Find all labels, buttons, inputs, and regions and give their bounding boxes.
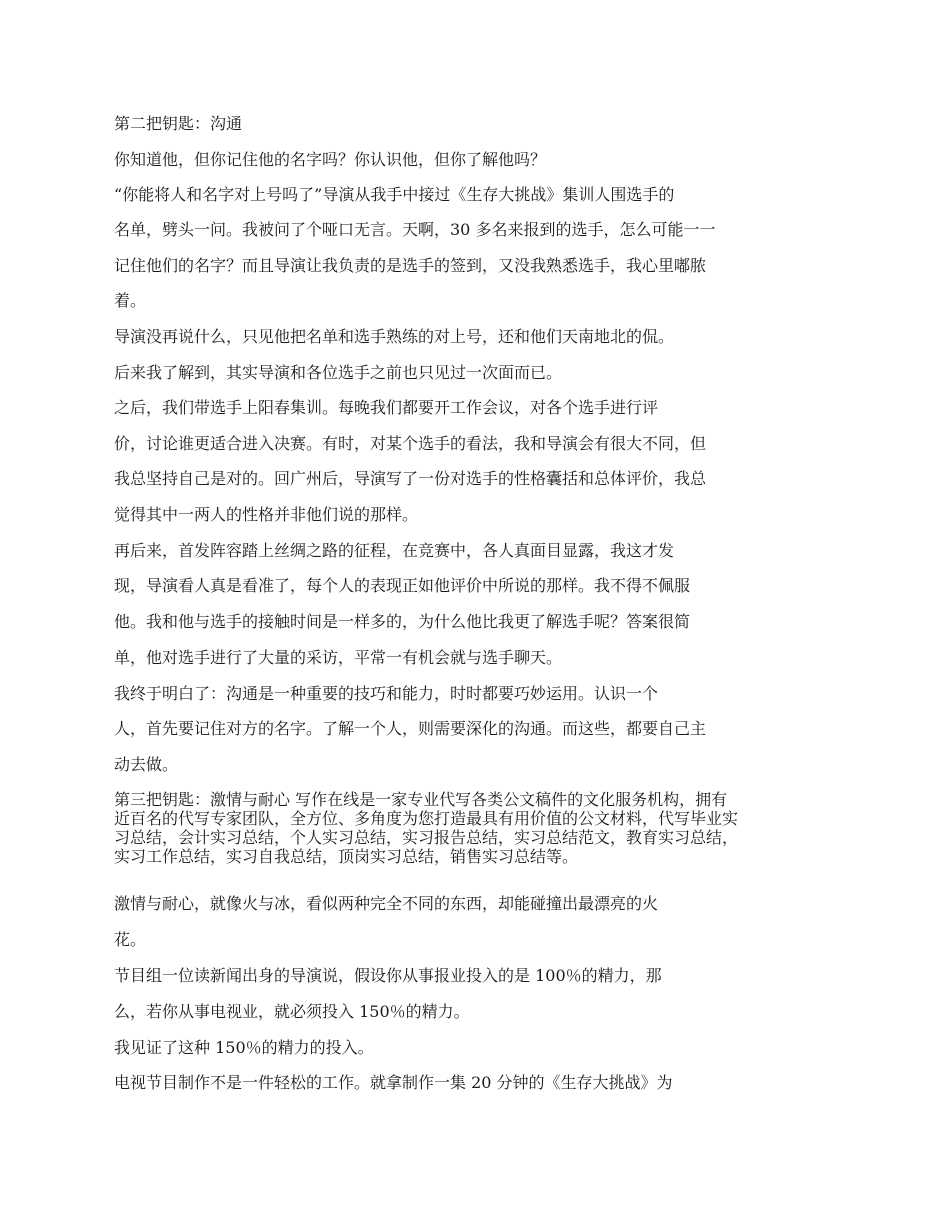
paragraph-line: 单，他对选手进行了大量的采访，平常一有机会就与选手聊天。 [114, 648, 563, 667]
dense-line: 实习工作总结，实习自我总结，顶岗实习总结，销售实习总结等。 [114, 847, 579, 866]
section-heading-communication: 第二把钥匙：沟通 [114, 114, 243, 133]
paragraph-line: 么，若你从事电视业，就必须投入 150％的精力。 [114, 1002, 470, 1021]
paragraph-line: “你能将人和名字对上号吗了”导演从我手中接过《生存大挑战》集训人围选手的 [114, 185, 675, 204]
paragraph-line: 后来我了解到，其实导演和各位选手之前也只见过一次面而已。 [114, 363, 563, 382]
paragraph-line: 他。我和他与选手的接触时间是一样多的，为什么他比我更了解选手呢？答案很简 [114, 612, 691, 631]
paragraph-line: 导演没再说什么，只见他把名单和选手熟练的对上号，还和他们天南地北的侃。 [114, 327, 675, 346]
paragraph-line: 现，导演看人真是看准了，每个人的表现正如他评价中所说的那样。我不得不佩服 [114, 576, 691, 595]
paragraph-line: 名单，劈头一问。我被问了个哑口无言。天啊，30 多名来报到的选手，怎么可能一一 [114, 220, 716, 239]
section-heading-passion-patience-block [114, 790, 839, 866]
paragraph-line: 价，讨论谁更适合进入决赛。有时，对某个选手的看法，我和导演会有很大不同，但 [114, 434, 707, 453]
paragraph-line: 我见证了这种 150％的精力的投入。 [114, 1038, 374, 1057]
dense-line: 近百名的代写专家团队，全方位、多角度为您打造最具有用价值的公文材料，代写毕业实 [114, 809, 739, 828]
paragraph-line: 觉得其中一两人的性格并非他们说的那样。 [114, 505, 419, 524]
paragraph-line: 人，首先要记住对方的名字。了解一个人，则需要深化的沟通。而这些，都要自己主 [114, 719, 707, 738]
paragraph-line: 我总坚持自己是对的。回广州后，导演写了一份对选手的性格囊括和总体评价，我总 [114, 469, 707, 488]
paragraph-line: 之后，我们带选手上阳春集训。每晚我们都要开工作会议，对各个选手进行评 [114, 398, 659, 417]
paragraph-line: 你知道他，但你记住他的名字吗？你认识他，但你了解他吗？ [114, 150, 547, 169]
paragraph-line: 再后来，首发阵容踏上丝绸之路的征程，在竞赛中，各人真面目显露，我这才发 [114, 541, 675, 560]
paragraph-line: 节目组一位读新闻出身的导演说，假设你从事报业投入的是 100％的精力，那 [114, 966, 662, 985]
paragraph-line: 动去做。 [114, 755, 179, 774]
paragraph-line: 电视节目制作不是一件轻松的工作。就拿制作一集 20 分钟的《生存大挑战》为 [114, 1073, 673, 1092]
paragraph-line: 激情与耐心，就像火与冰，看似两种完全不同的东西，却能碰撞出最漂亮的火 [114, 894, 659, 913]
paragraph-line: 我终于明白了：沟通是一种重要的技巧和能力，时时都要巧妙运用。认识一个 [114, 684, 659, 703]
paragraph-line: 花。 [114, 930, 147, 949]
dense-line: 第三把钥匙：激情与耐心 写作在线是一家专业代写各类公文稿件的文化服务机构，拥有 [114, 790, 728, 809]
dense-line: 习总结，会计实习总结，个人实习总结，实习报告总结，实习总结范文，教育实习总结， [114, 828, 739, 847]
paragraph-line: 着。 [114, 291, 147, 310]
paragraph-line: 记住他们的名字？而且导演让我负责的是选手的签到，又没我熟悉选手，我心里嘟脓 [114, 256, 707, 275]
